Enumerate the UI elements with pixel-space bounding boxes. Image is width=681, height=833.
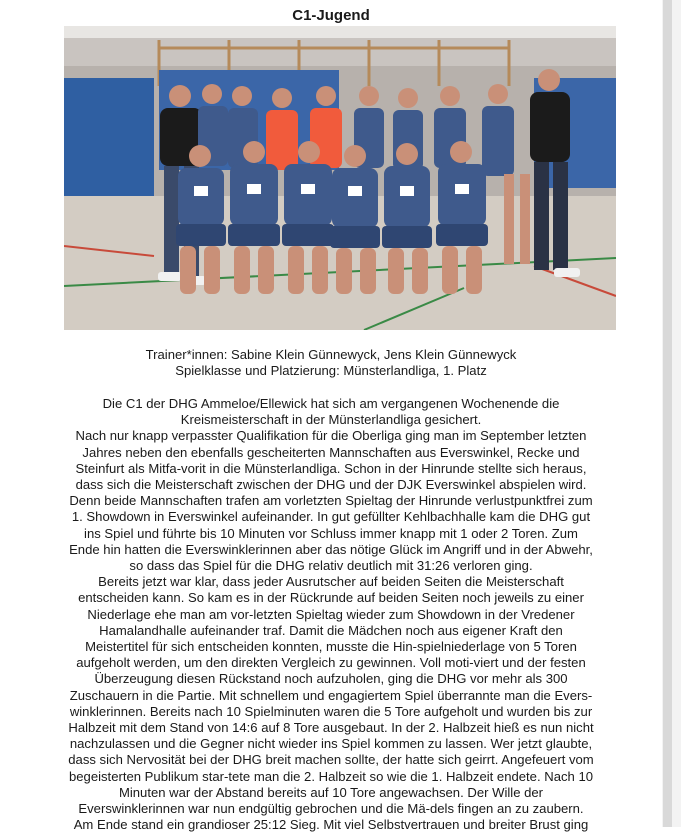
article-line: aufgeholt werden, um den direkten Vergleich zu gewinnen. Voll moti-viert und der festen [76,655,586,671]
article-line: so dass das Spiel für die DHG relativ deutlich mit 31:26 verloren ging. [129,558,533,574]
article-line: Minuten war der Abstand bereits auf 10 Tore angewachsen. Der Wille der [118,784,544,800]
article-line: begeisterten Publikum star-tete man die 2. Halbzeit so wie die 1. Halbzeit endete. Nach 10 [68,768,594,784]
article-line: entscheiden kann. So kam es in der Rückrunde auf beiden Seiten noch jeweils zu einer [78,590,584,606]
scrollbar[interactable] [662,0,681,827]
article-body [40,396,622,833]
article-line: Denn beide Mannschaften trafen am vorletzten Spieltag der Hinrunde verlustpunktfrei zum [69,493,593,509]
article-line: Jahres neben den ebenfalls gescheiterten Mannschaften aus Everswinkel, Recke und [82,444,580,460]
article-line: Hamalandhalle aufeinander traf. Damit die Mädchen noch aus eigener Kraft den [99,622,563,638]
article-line: Halbzeit mit dem Stand von 14:6 auf 8 Tore ausgebaut. In der 2. Halbzeit hieß es nun nicht [68,720,594,736]
article-line: Die C1 der DHG Ammeloe/Ellewick hat sich am vergangenen Wochenende die [102,396,560,411]
scrollbar-thumb[interactable] [663,0,672,827]
article-line: Kreismeisterschaft in der Münsterlandliga gesichert. [180,412,482,428]
article-line: Am Ende stand ein grandioser 25:12 Sieg. Mit viel Selbstvertrauen und breiter Brust ging [73,817,589,833]
team-info [40,347,622,379]
article-line: dass sich die Meisterschaft zwischen der DHG und der DJK Everswinkel abspielen wird. [75,477,587,493]
article-line: Steinfurt als Mitfa-vorit in die Münsterlandliga. Schon in der Hinrunde stellte sich heraus, [75,460,587,476]
article-line: Ende hin hatten die Everswinklerinnen aber das nötige Glück im Angriff und in der Abwehr, [69,541,593,557]
article-line: Meistertitel für sich entscheiden konnten, musste die Hin-spielniederlage von 5 Toren [85,639,577,655]
trainers-line: Trainer*innen: Sabine Klein Günnewyck, Jens Klein Günnewyck [145,347,517,362]
article-line: Nach nur knapp verpasster Qualifikation für die Oberliga ging man im September letzten [75,428,587,444]
article-line: Everswinklerinnen war nun endgültig gebrochen und die Mä-dels fingen an zu zaubern. [78,801,584,817]
article-line: Bereits jetzt war klar, dass jeder Ausrutscher auf beiden Seiten die Meisterschaft [98,574,564,590]
article-line: Niederlage ehe man am vor-letzten Spieltag wieder zum Showdown in der Vredener [87,606,575,622]
article-line: nachzulassen und die Gegner nicht wieder ins Spiel kommen zu lassen. Wer jetzt glaubte, [69,736,593,752]
article-line: Überzeugung diesen Rückstand noch aufzuholen, ging die DHG vor mehr als 300 [94,671,568,687]
page-title: C1-Jugend [292,7,370,24]
article-line: winklerinnen. Bereits nach 10 Spielminuten waren die 5 Tore aufgeholt und wurden bis zur [69,703,593,719]
article-line: dass sich Nervosität bei der DHG breit machen sollte, der hatte sich geirrt. Angefeuert vom [68,752,594,768]
article-line: 1. Showdown in Everswinkel aufeinander. In gut gefüllter Kehlbachhalle kam die DHG gut [71,509,591,525]
article-line: Zuschauern in die Partie. Mit schnellem und engagiertem Spiel überrannte man die Evers- [69,687,593,703]
league-line: Spielklasse und Platzierung: Münsterlandliga, 1. Platz [175,363,487,379]
team-photo [64,26,616,330]
article-line: ins Spiel und führte bis 10 Minuten vor Schluss immer knapp mit 1 oder 2 Toren. Zum [84,525,578,541]
